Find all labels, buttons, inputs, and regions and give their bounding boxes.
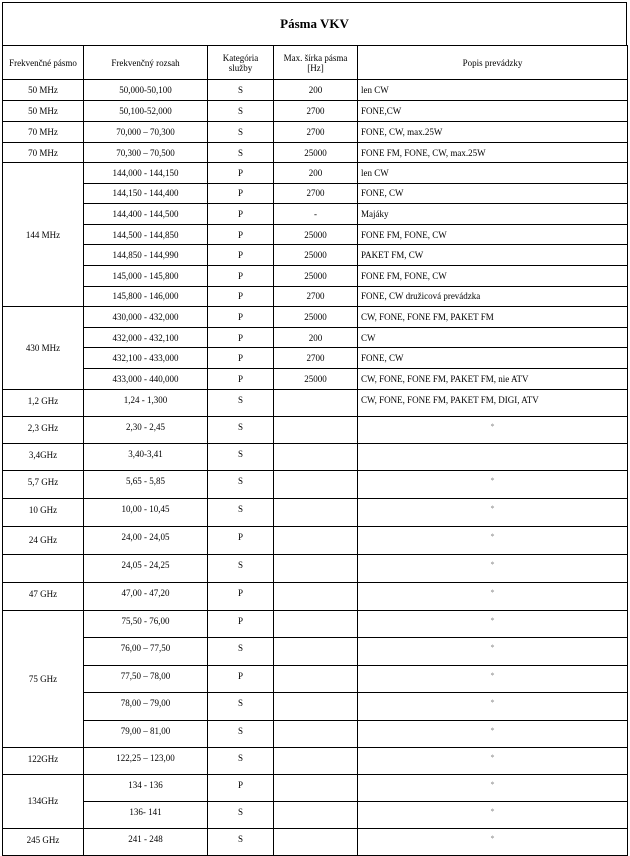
- header-row: [3, 46, 628, 80]
- range-cell: 24,00 - 24,05: [84, 526, 208, 554]
- category-cell: P: [208, 610, 274, 637]
- bandwidth-cell: [274, 774, 358, 801]
- range-cell: 122,25 – 123,00: [84, 747, 208, 774]
- range-cell: 144,500 - 144,850: [84, 224, 208, 245]
- frequency-table: [2, 45, 628, 856]
- band-cell: [3, 554, 84, 582]
- range-cell: 10,00 - 10,45: [84, 498, 208, 526]
- table-row: [3, 526, 628, 554]
- bandwidth-cell: 25000: [274, 245, 358, 266]
- table-body: [3, 80, 628, 856]
- table-row: [3, 368, 628, 389]
- range-cell: 1,24 - 1,300: [84, 389, 208, 416]
- range-cell: 432,100 - 433,000: [84, 348, 208, 369]
- bandwidth-cell: 200: [274, 163, 358, 184]
- description-cell: *: [358, 720, 628, 747]
- bandwidth-cell: 2700: [274, 286, 358, 307]
- description-cell: *: [358, 828, 628, 855]
- description-cell: *: [358, 801, 628, 828]
- range-cell: 144,850 - 144,990: [84, 245, 208, 266]
- table-row: [3, 163, 628, 184]
- range-cell: 134 - 136: [84, 774, 208, 801]
- band-cell: 2,3 GHz: [3, 416, 84, 443]
- table-row: [3, 389, 628, 416]
- category-cell: P: [208, 368, 274, 389]
- category-cell: P: [208, 774, 274, 801]
- category-cell: S: [208, 747, 274, 774]
- category-cell: S: [208, 101, 274, 122]
- table-row: [3, 101, 628, 122]
- table-row: [3, 470, 628, 498]
- band-cell: 430 MHz: [3, 307, 84, 389]
- range-cell: 76,00 – 77,50: [84, 637, 208, 665]
- description-cell: len CW: [358, 80, 628, 101]
- table-row: [3, 665, 628, 692]
- band-cell: 70 MHz: [3, 122, 84, 143]
- band-cell: 134GHz: [3, 774, 84, 828]
- table-row: [3, 348, 628, 369]
- description-cell: *: [358, 470, 628, 498]
- range-cell: 2,30 - 2,45: [84, 416, 208, 443]
- category-cell: P: [208, 224, 274, 245]
- range-cell: 430,000 - 432,000: [84, 307, 208, 328]
- category-cell: P: [208, 265, 274, 286]
- table-row: [3, 265, 628, 286]
- description-cell: FONE, CW družicová prevádzka: [358, 286, 628, 307]
- bandwidth-cell: 2700: [274, 183, 358, 204]
- range-cell: 70,000 – 70,300: [84, 122, 208, 143]
- table-row: [3, 307, 628, 328]
- range-cell: 79,00 – 81,00: [84, 720, 208, 747]
- category-cell: P: [208, 665, 274, 692]
- band-cell: 245 GHz: [3, 828, 84, 855]
- description-cell: *: [358, 747, 628, 774]
- header-band: Frekvenčné pásmo: [3, 46, 84, 80]
- category-cell: S: [208, 470, 274, 498]
- description-cell: FONE,CW: [358, 101, 628, 122]
- bandwidth-cell: 200: [274, 327, 358, 348]
- bandwidth-cell: -: [274, 204, 358, 225]
- range-cell: 145,000 - 145,800: [84, 265, 208, 286]
- range-cell: 24,05 - 24,25: [84, 554, 208, 582]
- range-cell: 77,50 – 78,00: [84, 665, 208, 692]
- category-cell: S: [208, 828, 274, 855]
- range-cell: 47,00 - 47,20: [84, 582, 208, 610]
- band-cell: 5,7 GHz: [3, 470, 84, 498]
- band-cell: 144 MHz: [3, 163, 84, 307]
- header-description: Popis prevádzky: [358, 46, 628, 80]
- range-cell: 70,300 – 70,500: [84, 143, 208, 163]
- table-row: [3, 245, 628, 266]
- category-cell: S: [208, 416, 274, 443]
- description-cell: *: [358, 582, 628, 610]
- description-cell: *: [358, 774, 628, 801]
- bandwidth-cell: [274, 470, 358, 498]
- range-cell: 136- 141: [84, 801, 208, 828]
- range-cell: 78,00 – 79,00: [84, 692, 208, 720]
- table-row: [3, 582, 628, 610]
- category-cell: S: [208, 720, 274, 747]
- range-cell: 3,40-3,41: [84, 443, 208, 470]
- category-cell: P: [208, 204, 274, 225]
- band-cell: 1,2 GHz: [3, 389, 84, 416]
- description-cell: *: [358, 554, 628, 582]
- table-row: [3, 720, 628, 747]
- table-row: [3, 498, 628, 526]
- description-cell: CW, FONE, FONE FM, PAKET FM: [358, 307, 628, 328]
- table-row: [3, 143, 628, 163]
- table-row: [3, 224, 628, 245]
- description-cell: len CW: [358, 163, 628, 184]
- category-cell: S: [208, 443, 274, 470]
- range-cell: 432,000 - 432,100: [84, 327, 208, 348]
- page-title: Pásma VKV: [2, 2, 627, 45]
- header-bandwidth: Max. šírka pásma [Hz]: [274, 46, 358, 80]
- bandwidth-cell: 2700: [274, 101, 358, 122]
- range-cell: 75,50 - 76,00: [84, 610, 208, 637]
- category-cell: P: [208, 286, 274, 307]
- description-cell: FONE, CW, max.25W: [358, 122, 628, 143]
- range-cell: 241 - 248: [84, 828, 208, 855]
- description-cell: *: [358, 692, 628, 720]
- bandwidth-cell: [274, 389, 358, 416]
- category-cell: P: [208, 526, 274, 554]
- band-cell: 24 GHz: [3, 526, 84, 554]
- category-cell: P: [208, 327, 274, 348]
- table-row: [3, 204, 628, 225]
- category-cell: P: [208, 307, 274, 328]
- bandwidth-cell: [274, 692, 358, 720]
- range-cell: 144,000 - 144,150: [84, 163, 208, 184]
- table-row: [3, 747, 628, 774]
- table-row: [3, 183, 628, 204]
- document-page: [2, 2, 627, 856]
- table-row: [3, 801, 628, 828]
- category-cell: P: [208, 348, 274, 369]
- band-cell: 75 GHz: [3, 610, 84, 747]
- bandwidth-cell: 25000: [274, 224, 358, 245]
- description-cell: *: [358, 610, 628, 637]
- table-row: [3, 610, 628, 637]
- bandwidth-cell: 200: [274, 80, 358, 101]
- range-cell: 145,800 - 146,000: [84, 286, 208, 307]
- bandwidth-cell: [274, 526, 358, 554]
- bandwidth-cell: [274, 443, 358, 470]
- range-cell: 144,400 - 144,500: [84, 204, 208, 225]
- category-cell: S: [208, 122, 274, 143]
- band-cell: 3,4GHz: [3, 443, 84, 470]
- bandwidth-cell: [274, 720, 358, 747]
- bandwidth-cell: [274, 582, 358, 610]
- bandwidth-cell: [274, 416, 358, 443]
- range-cell: 5,65 - 5,85: [84, 470, 208, 498]
- description-cell: FONE, CW: [358, 348, 628, 369]
- header-category: Kategória služby: [208, 46, 274, 80]
- band-cell: 70 MHz: [3, 143, 84, 163]
- description-cell: CW: [358, 327, 628, 348]
- table-row: [3, 122, 628, 143]
- bandwidth-cell: [274, 610, 358, 637]
- range-cell: 433,000 - 440,000: [84, 368, 208, 389]
- description-cell: CW, FONE, FONE FM, PAKET FM, nie ATV: [358, 368, 628, 389]
- band-cell: 122GHz: [3, 747, 84, 774]
- category-cell: P: [208, 582, 274, 610]
- range-cell: 50,000-50,100: [84, 80, 208, 101]
- table-row: [3, 443, 628, 470]
- description-cell: *: [358, 498, 628, 526]
- description-cell: [358, 443, 628, 470]
- band-cell: 47 GHz: [3, 582, 84, 610]
- header-range: Frekvenčný rozsah: [84, 46, 208, 80]
- category-cell: S: [208, 637, 274, 665]
- description-cell: FONE FM, FONE, CW: [358, 265, 628, 286]
- table-row: [3, 286, 628, 307]
- bandwidth-cell: [274, 801, 358, 828]
- description-cell: PAKET FM, CW: [358, 245, 628, 266]
- bandwidth-cell: [274, 554, 358, 582]
- category-cell: S: [208, 692, 274, 720]
- bandwidth-cell: [274, 637, 358, 665]
- category-cell: S: [208, 554, 274, 582]
- category-cell: S: [208, 389, 274, 416]
- bandwidth-cell: 25000: [274, 307, 358, 328]
- description-cell: *: [358, 416, 628, 443]
- description-cell: CW, FONE, FONE FM, PAKET FM, DIGI, ATV: [358, 389, 628, 416]
- category-cell: P: [208, 163, 274, 184]
- table-row: [3, 416, 628, 443]
- table-row: [3, 828, 628, 855]
- category-cell: S: [208, 801, 274, 828]
- band-cell: 10 GHz: [3, 498, 84, 526]
- range-cell: 50,100-52,000: [84, 101, 208, 122]
- bandwidth-cell: 25000: [274, 143, 358, 163]
- category-cell: S: [208, 498, 274, 526]
- bandwidth-cell: 2700: [274, 122, 358, 143]
- bandwidth-cell: 25000: [274, 368, 358, 389]
- bandwidth-cell: 25000: [274, 265, 358, 286]
- table-row: [3, 554, 628, 582]
- category-cell: S: [208, 80, 274, 101]
- description-cell: *: [358, 665, 628, 692]
- range-cell: 144,150 - 144,400: [84, 183, 208, 204]
- bandwidth-cell: 2700: [274, 348, 358, 369]
- category-cell: S: [208, 143, 274, 163]
- description-cell: FONE, CW: [358, 183, 628, 204]
- table-row: [3, 80, 628, 101]
- bandwidth-cell: [274, 828, 358, 855]
- bandwidth-cell: [274, 498, 358, 526]
- band-cell: 50 MHz: [3, 101, 84, 122]
- band-cell: 50 MHz: [3, 80, 84, 101]
- description-cell: *: [358, 526, 628, 554]
- bandwidth-cell: [274, 665, 358, 692]
- table-row: [3, 637, 628, 665]
- description-cell: Majáky: [358, 204, 628, 225]
- table-row: [3, 774, 628, 801]
- table-row: [3, 692, 628, 720]
- category-cell: P: [208, 183, 274, 204]
- description-cell: FONE FM, FONE, CW: [358, 224, 628, 245]
- category-cell: P: [208, 245, 274, 266]
- table-row: [3, 327, 628, 348]
- description-cell: FONE FM, FONE, CW, max.25W: [358, 143, 628, 163]
- description-cell: *: [358, 637, 628, 665]
- bandwidth-cell: [274, 747, 358, 774]
